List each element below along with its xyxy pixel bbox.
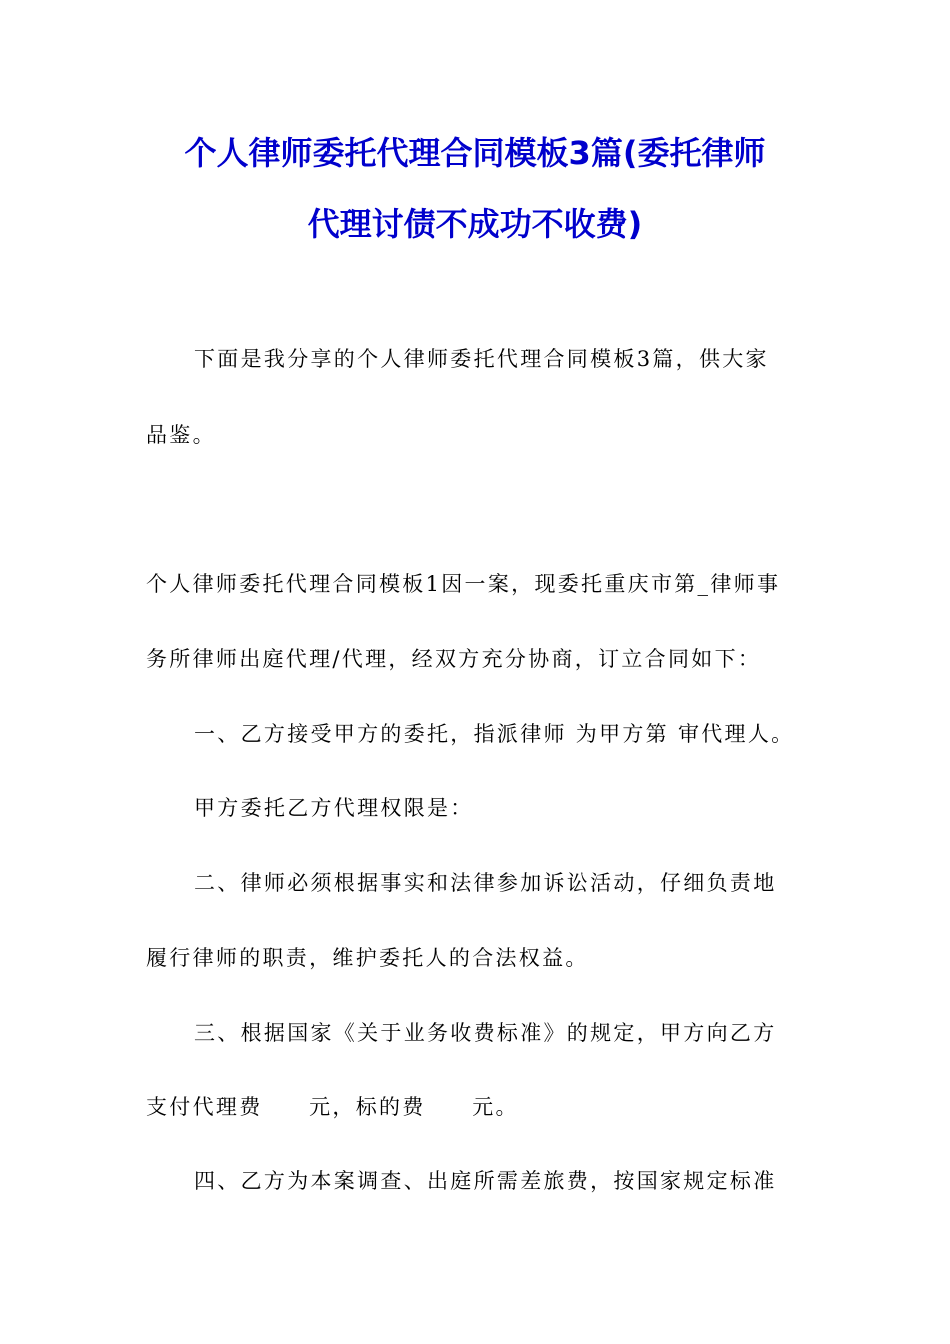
clause-3-line-1: 三、根据国家《关于业务收费标准》的规定，甲方向乙方 [194,1021,777,1045]
paragraph-template1-line-1: 个人律师委托代理合同模板1因一案，现委托重庆市第_律师事 [146,572,781,596]
document-title-line-2: 代理讨债不成功不收费) [307,205,643,243]
clause-1-authority-line: 甲方委托乙方代理权限是： [194,796,474,820]
clause-4-line-1: 四、乙方为本案调查、出庭所需差旅费，按国家规定标准 [194,1169,777,1193]
paragraph-template1-line-2: 务所律师出庭代理/代理，经双方充分协商，订立合同如下： [146,647,762,671]
clause-2-line-2: 履行律师的职责，维护委托人的合法权益。 [146,946,589,970]
clause-2-line-1: 二、律师必须根据事实和法律参加诉讼活动，仔细负责地 [194,871,777,895]
paragraph-intro-line-2: 品鉴。 [146,423,216,447]
clause-3-line-2: 支付代理费 元，标的费 元。 [146,1095,519,1119]
clause-1-line-1: 一、乙方接受甲方的委托，指派律师 为甲方第 审代理人。 [194,722,795,746]
paragraph-intro-line-1: 下面是我分享的个人律师委托代理合同模板3篇，供大家 [194,347,769,371]
document-title-line-1: 个人律师委托代理合同模板3篇(委托律师 [184,134,766,172]
